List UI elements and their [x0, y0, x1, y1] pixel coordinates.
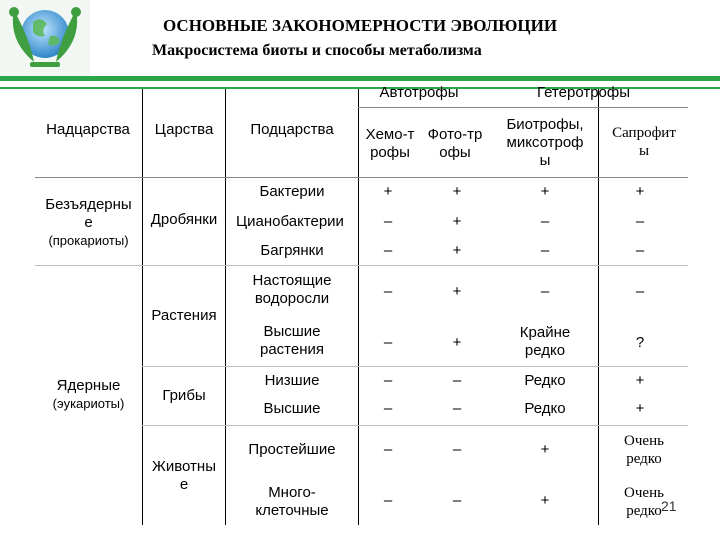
table-divider-v	[598, 89, 599, 525]
header-saprophytes: Сапрофит ы	[612, 125, 676, 159]
header-biotrophs: Биотрофы, миксотроф ы	[506, 116, 584, 169]
table-cell-sapro: –	[635, 283, 645, 300]
page-number: 21	[661, 498, 677, 514]
header-superkingdom: Надцарства	[46, 121, 130, 138]
table-cell-bio: +	[540, 183, 550, 200]
table-cell-subkingdom: Багрянки	[260, 242, 324, 259]
table-cell-bio: Редко	[524, 372, 566, 389]
table-cell-photo: +	[452, 283, 462, 300]
table-cell-subkingdom: Цианобактерии	[236, 213, 344, 230]
table-cell-subkingdom: Высшие растения	[259, 323, 324, 358]
table-cell-chemo: –	[383, 283, 393, 300]
header-kingdom: Царства	[154, 121, 214, 138]
table-cell-subkingdom: Простейшие	[248, 441, 336, 458]
table-cell-bio: –	[540, 242, 550, 259]
table-cell-chemo: –	[383, 492, 393, 509]
table-cell-chemo: –	[383, 334, 393, 351]
table-cell-subkingdom: Высшие	[263, 400, 321, 417]
table-divider-h	[35, 265, 688, 266]
table-divider-h	[142, 366, 688, 367]
table-cell-sapro: +	[635, 372, 645, 389]
table-cell-chemo: –	[383, 372, 393, 389]
table-cell-photo: –	[452, 372, 462, 389]
table-cell-photo: –	[452, 441, 462, 458]
table-cell-subkingdom: Бактерии	[259, 183, 325, 200]
table-cell-chemo: –	[383, 441, 393, 458]
table-cell-photo: +	[452, 183, 462, 200]
table-cell-bio: –	[540, 213, 550, 230]
table-cell-photo: –	[452, 400, 462, 417]
table-cell-bio: +	[540, 492, 550, 509]
green-rule-top	[0, 76, 720, 81]
page-subtitle: Макросистема биоты и способы метаболизма	[152, 42, 482, 59]
table-cell-bio: Редко	[524, 400, 566, 417]
page-title: ОСНОВНЫЕ ЗАКОНОМЕРНОСТИ ЭВОЛЮЦИИ	[163, 16, 558, 35]
table-cell-photo: +	[452, 213, 462, 230]
header-chemotrophs: Хемо-т рофы	[365, 126, 415, 161]
table-divider-h	[142, 425, 688, 426]
table-cell-photo: –	[452, 492, 462, 509]
table-cell-bio: –	[540, 283, 550, 300]
table-cell-bio: +	[540, 441, 550, 458]
group-prokaryotes: Безъядерны е (прокариоты)	[45, 196, 132, 248]
table-cell-photo: +	[452, 334, 462, 351]
table-divider-h	[35, 177, 688, 178]
table-cell-sapro: –	[635, 242, 645, 259]
header-autotrophs: Автотрофы	[379, 84, 459, 101]
header-subkingdom: Подцарства	[250, 121, 334, 138]
kingdom-drobyanki: Дробянки	[150, 211, 218, 228]
table-cell-chemo: –	[383, 242, 393, 259]
kingdom-fungi: Грибы	[162, 387, 206, 404]
table-cell-subkingdom: Низшие	[264, 372, 320, 389]
table-cell-sapro: +	[635, 400, 645, 417]
table-cell-bio: Крайне редко	[519, 324, 571, 359]
header-heterotrophs: Гетеротрофы	[536, 84, 631, 101]
table-cell-sapro: Очень редко	[624, 433, 664, 467]
table-divider-h	[358, 107, 688, 108]
table-cell-photo: +	[452, 242, 462, 259]
table-cell-subkingdom: Много- клеточные	[255, 484, 329, 519]
table-cell-subkingdom: Настоящие водоросли	[252, 272, 332, 307]
table-cell-chemo: –	[383, 213, 393, 230]
table-cell-sapro: ?	[635, 334, 645, 351]
group-eukaryotes: Ядерные (эукариоты)	[52, 377, 125, 411]
kingdom-plants: Растения	[151, 307, 217, 324]
kingdom-animals: Животны е	[152, 458, 216, 493]
table-cell-sapro: –	[635, 213, 645, 230]
logo-icon	[0, 0, 90, 78]
table-cell-sapro: Очень редко	[624, 485, 664, 519]
table-cell-sapro: +	[635, 183, 645, 200]
header-phototrophs: Фото-тр офы	[427, 126, 483, 161]
table-cell-chemo: +	[383, 183, 393, 200]
table-cell-chemo: –	[383, 400, 393, 417]
